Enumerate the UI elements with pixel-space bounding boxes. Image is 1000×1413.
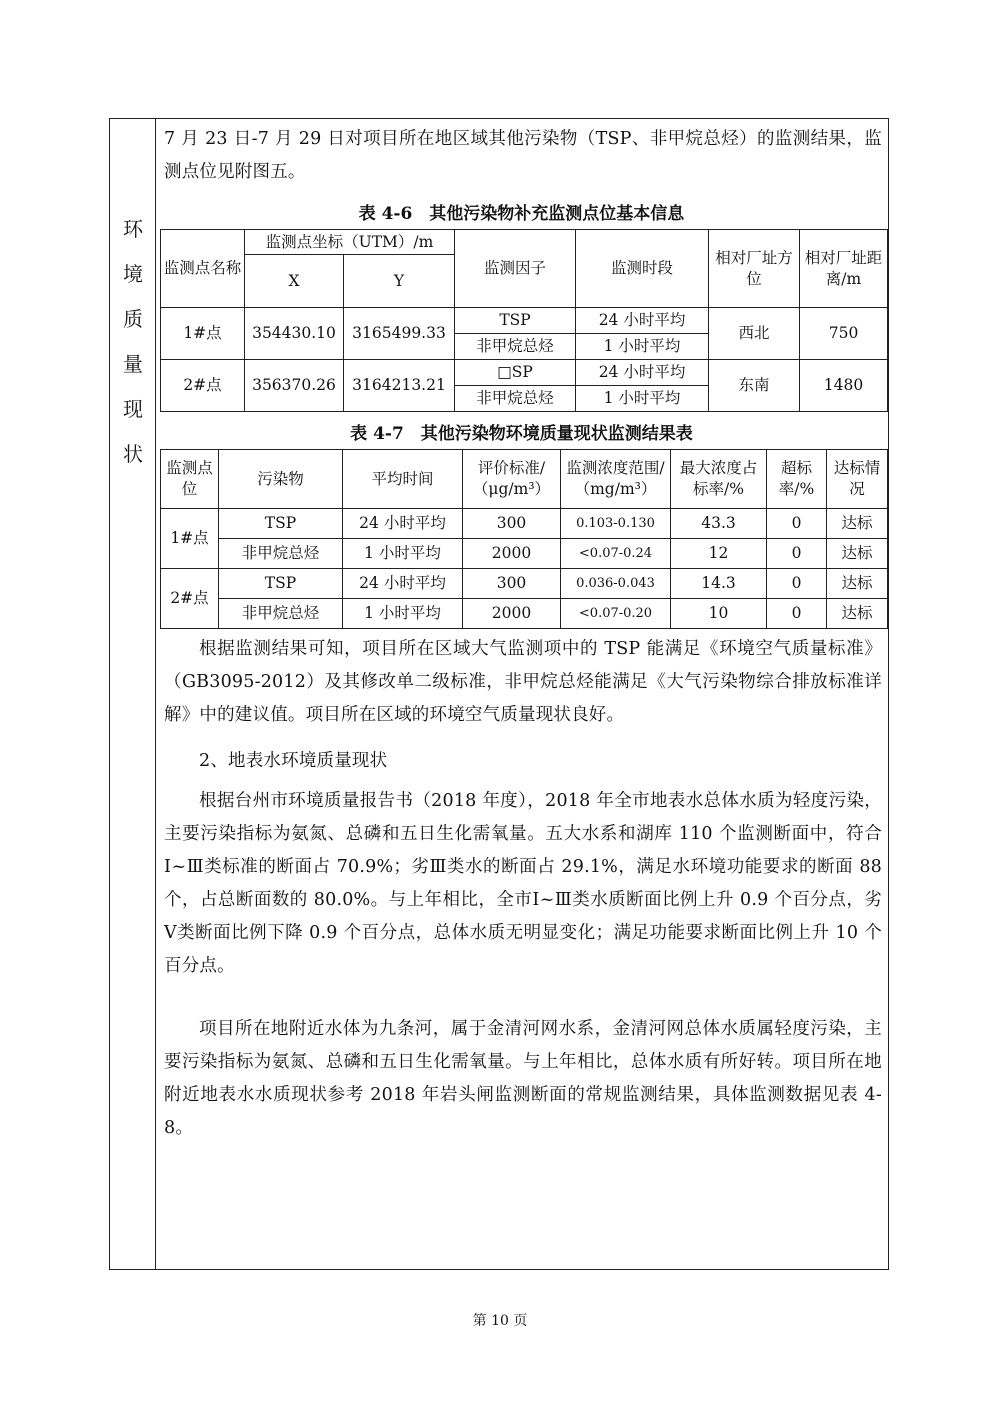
table-4-6-caption: 表 4-6 其他污染物补充监测点位基本信息 [358, 204, 685, 224]
side-char: 境 [123, 262, 143, 286]
cell-point: 2#点 [161, 360, 245, 412]
header-x: X [245, 255, 344, 308]
table-4-7 [160, 449, 888, 629]
section-heading: 2、地表水环境质量现状 [199, 751, 388, 771]
header-standard: 评价标准/（μg/m³） [463, 450, 561, 509]
side-char: 状 [123, 442, 143, 466]
side-char: 环 [123, 217, 143, 241]
page-number: 第 10 页 [472, 1313, 528, 1329]
header-exceed: 超标率/% [767, 450, 827, 509]
cell-pollutant: 非甲烷总烃 [219, 599, 343, 629]
cell-pollutant: TSP [219, 569, 343, 599]
intro-paragraph: 7 月 23 日-7 月 29 日对项目所在地区域其他污染物（TSP、非甲烷总烃）的监测结果，监测点位见附图五。 [164, 129, 882, 182]
cell-direction: 东南 [709, 360, 800, 412]
cell-time: 1 小时平均 [343, 539, 463, 569]
conclusion-paragraph: 根据监测结果可知，项目所在区域大气监测项中的 TSP 能满足《环境空气质量标准》（GB3095-2012）及其修改单二级标准，非甲烷总烃能满足《大气污染物综合排放标准详解》中的建议值。项目所在区域的环境空气质量现状良好。 [164, 639, 882, 725]
cell-y: 3165499.33 [344, 308, 455, 360]
header-distance: 相对厂址距离/m [800, 230, 888, 308]
cell-time: 24 小时平均 [343, 569, 463, 599]
cell-direction: 西北 [709, 308, 800, 360]
side-char: 质 [123, 307, 143, 331]
table-row [161, 539, 888, 569]
cell-status: 达标 [827, 539, 888, 569]
cell-pollutant: TSP [219, 509, 343, 539]
header-status: 达标情况 [827, 450, 888, 509]
cell-exceed: 0 [767, 509, 827, 539]
cell-exceed: 0 [767, 569, 827, 599]
water-paragraph-1: 根据台州市环境质量报告书（2018 年度），2018 年全市地表水总体水质为轻度污染，主要污染指标为氨氮、总磷和五日生化需氧量。五大水系和湖库 110 个监测断面中，符合Ⅰ~Ⅲ类标准的断面占 70.9%；劣Ⅲ类水的断面占 29.1%，满足水环境功能要求的断面 88 个，占总断面数的 80.0%。与上年相比，全市Ⅰ~Ⅲ类水质断面比例上升 0.9 个百分点，劣Ⅴ类断面比例下降 0.9 个百分点，总体水质无明显变化；满足功能要求断面比例上升 10 个百分点。 [164, 791, 882, 976]
header-point-name: 监测点名称 [161, 230, 245, 308]
cell-factor: 非甲烷总烃 [455, 386, 576, 412]
cell-range: <0.07-0.20 [561, 599, 671, 629]
cell-distance: 1480 [800, 360, 888, 412]
cell-status: 达标 [827, 509, 888, 539]
cell-range: 0.103-0.130 [561, 509, 671, 539]
header-pollutant: 污染物 [219, 450, 343, 509]
side-label [110, 207, 156, 477]
content-area [156, 119, 888, 1269]
cell-max-ratio: 14.3 [671, 569, 767, 599]
cell-factor: □SP [455, 360, 576, 386]
cell-status: 达标 [827, 599, 888, 629]
cell-pollutant: 非甲烷总烃 [219, 539, 343, 569]
cell-max-ratio: 10 [671, 599, 767, 629]
cell-period: 1 小时平均 [576, 386, 709, 412]
table-row [161, 569, 888, 599]
cell-range: <0.07-0.24 [561, 539, 671, 569]
cell-period: 1 小时平均 [576, 334, 709, 360]
header-direction: 相对厂址方位 [709, 230, 800, 308]
cell-period: 24 小时平均 [576, 308, 709, 334]
cell-position: 1#点 [161, 509, 219, 569]
cell-period: 24 小时平均 [576, 360, 709, 386]
cell-y: 3164213.21 [344, 360, 455, 412]
cell-standard: 2000 [463, 539, 561, 569]
page-frame [109, 118, 889, 1270]
cell-point: 1#点 [161, 308, 245, 360]
header-y: Y [344, 255, 455, 308]
cell-factor: 非甲烷总烃 [455, 334, 576, 360]
header-period: 监测时段 [576, 230, 709, 308]
side-char: 现 [123, 397, 143, 421]
header-time: 平均时间 [343, 450, 463, 509]
cell-range: 0.036-0.043 [561, 569, 671, 599]
table-row [161, 308, 888, 334]
cell-time: 24 小时平均 [343, 509, 463, 539]
cell-max-ratio: 12 [671, 539, 767, 569]
header-coordinates: 监测点坐标（UTM）/m [245, 230, 455, 255]
cell-status: 达标 [827, 569, 888, 599]
header-range: 监测浓度范围/（mg/m³） [561, 450, 671, 509]
cell-x: 354430.10 [245, 308, 344, 360]
header-position: 监测点位 [161, 450, 219, 509]
cell-standard: 300 [463, 569, 561, 599]
table-4-7-caption: 表 4-7 其他污染物环境质量现状监测结果表 [350, 424, 693, 444]
table-row [161, 599, 888, 629]
table-row [161, 509, 888, 539]
cell-max-ratio: 43.3 [671, 509, 767, 539]
cell-standard: 300 [463, 509, 561, 539]
cell-factor: TSP [455, 308, 576, 334]
table-4-6 [160, 229, 888, 412]
cell-standard: 2000 [463, 599, 561, 629]
header-factor: 监测因子 [455, 230, 576, 308]
side-column [110, 119, 156, 1269]
cell-exceed: 0 [767, 539, 827, 569]
cell-time: 1 小时平均 [343, 599, 463, 629]
cell-x: 356370.26 [245, 360, 344, 412]
header-max-ratio: 最大浓度占标率/% [671, 450, 767, 509]
cell-position: 2#点 [161, 569, 219, 629]
cell-exceed: 0 [767, 599, 827, 629]
water-paragraph-2: 项目所在地附近水体为九条河，属于金清河网水系，金清河网总体水质属轻度污染，主要污染指标为氨氮、总磷和五日生化需氧量。与上年相比，总体水质有所好转。项目所在地附近地表水水质现状参考 2018 年岩头闸监测断面的常规监测结果，具体监测数据见表 4-8。 [164, 1019, 882, 1138]
table-row [161, 360, 888, 386]
side-char: 量 [123, 352, 143, 376]
cell-distance: 750 [800, 308, 888, 360]
